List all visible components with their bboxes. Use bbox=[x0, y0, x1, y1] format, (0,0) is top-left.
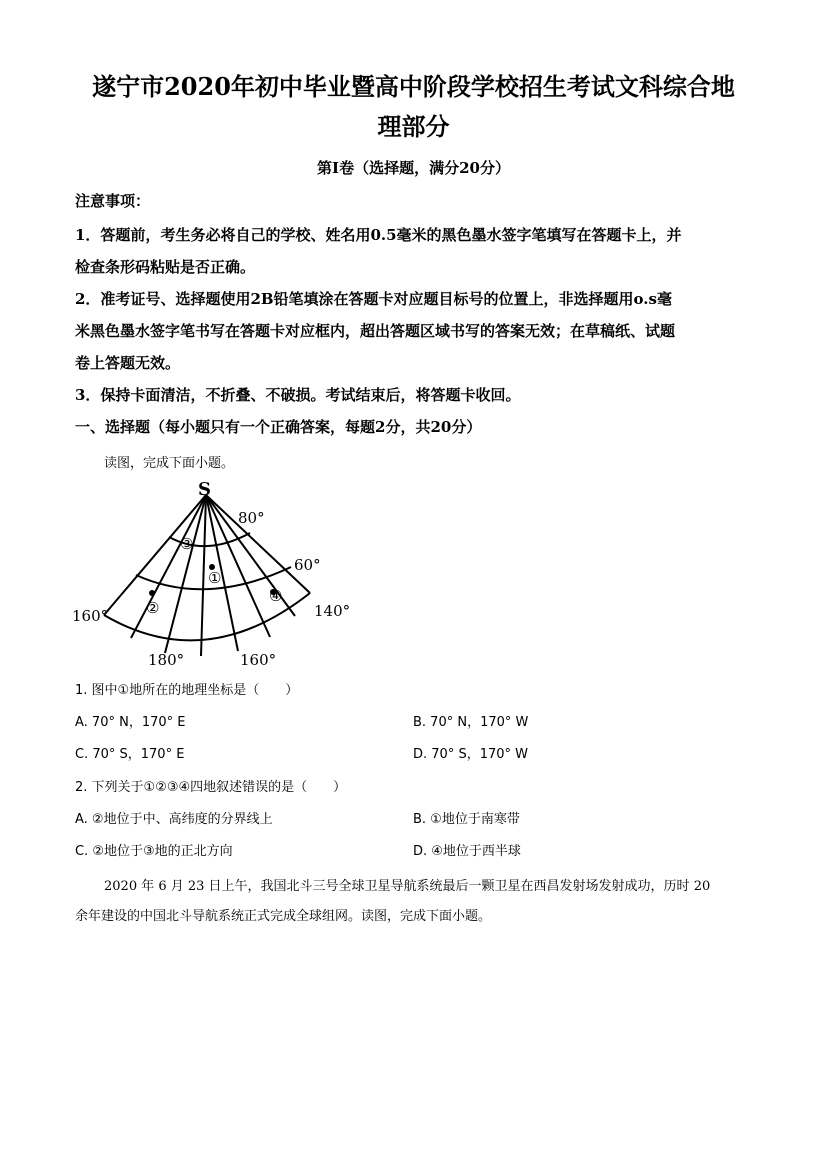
longitude-160-left-label: 160° bbox=[72, 607, 109, 625]
figure-instruction: 读图，完成下面小题。 bbox=[104, 456, 235, 471]
notice-item1-line2: 检查条形码粘贴是否正确。 bbox=[75, 258, 256, 276]
notice-item1-line1: 1．答题前，考生务必将自己的学校、姓名用0.5毫米的黑色墨水签字笔填写在答题卡上，并 bbox=[75, 226, 682, 244]
section-heading: 第I卷（选择题，满分20分） bbox=[317, 159, 510, 177]
question-2-option-b: B. ①地位于南寒带 bbox=[413, 812, 520, 827]
question-1-option-d: D. 70° S，170° W bbox=[413, 747, 529, 762]
pole-label: S bbox=[198, 479, 211, 500]
passage-line1: 2020 年 6 月 23 日上午，我国北斗三号全球卫星导航系统最后一颗卫星在西昌发射场发射成功，历时 20 bbox=[104, 879, 711, 894]
notice-item3: 3．保持卡面清洁，不折叠、不破损。考试结束后，将答题卡收回。 bbox=[75, 386, 521, 404]
question-1-option-b: B. 70° N，170° W bbox=[413, 715, 529, 730]
point-2-label: ② bbox=[146, 599, 160, 617]
point-4-label: ④ bbox=[269, 587, 283, 605]
question-1-option-c: C. 70° S，170° E bbox=[75, 747, 185, 762]
question-2-option-c: C. ②地位于③地的正北方向 bbox=[75, 844, 233, 859]
passage-line2: 余年建设的中国北斗导航系统正式完成全球组网。读图，完成下面小题。 bbox=[75, 909, 492, 924]
longitude-160-bottom-label: 160° bbox=[240, 651, 277, 669]
point-1-label: ① bbox=[208, 569, 222, 587]
choice-section-heading: 一、选择题（每小题只有一个正确答案，每题2分，共20分） bbox=[75, 418, 482, 436]
longitude-180-label: 180° bbox=[148, 651, 185, 669]
question-2-option-d: D. ④地位于西半球 bbox=[413, 844, 521, 859]
notice-item2-line1: 2．准考证号、选择题使用2B铅笔填涂在答题卡对应题目标号的位置上，非选择题用o.s毫 bbox=[75, 290, 672, 308]
question-1-stem: 1. 图中①地所在的地理坐标是（ ） bbox=[75, 683, 299, 698]
notice-heading: 注意事项： bbox=[75, 192, 151, 210]
latitude-80-label: 80° bbox=[238, 509, 265, 527]
latitude-60-label: 60° bbox=[294, 556, 321, 574]
question-2-option-a: A. ②地位于中、高纬度的分界线上 bbox=[75, 812, 273, 827]
exam-title-line2: 理部分 bbox=[377, 112, 450, 141]
notice-item2-line3: 卷上答题无效。 bbox=[75, 354, 181, 372]
question-1-option-a: A. 70° N，170° E bbox=[75, 715, 186, 730]
longitude-140-label: 140° bbox=[314, 602, 351, 620]
polar-projection-figure bbox=[70, 475, 370, 670]
notice-item2-line2: 米黑色墨水签字笔书写在答题卡对应框内，超出答题区域书写的答案无效；在草稿纸、试题 bbox=[75, 322, 676, 340]
exam-title-line1: 遂宁市2020年初中毕业暨高中阶段学校招生考试文科综合地 bbox=[92, 72, 735, 101]
point-3-label: ③ bbox=[180, 535, 194, 553]
question-2-stem: 2. 下列关于①②③④四地叙述错误的是（ ） bbox=[75, 780, 347, 795]
